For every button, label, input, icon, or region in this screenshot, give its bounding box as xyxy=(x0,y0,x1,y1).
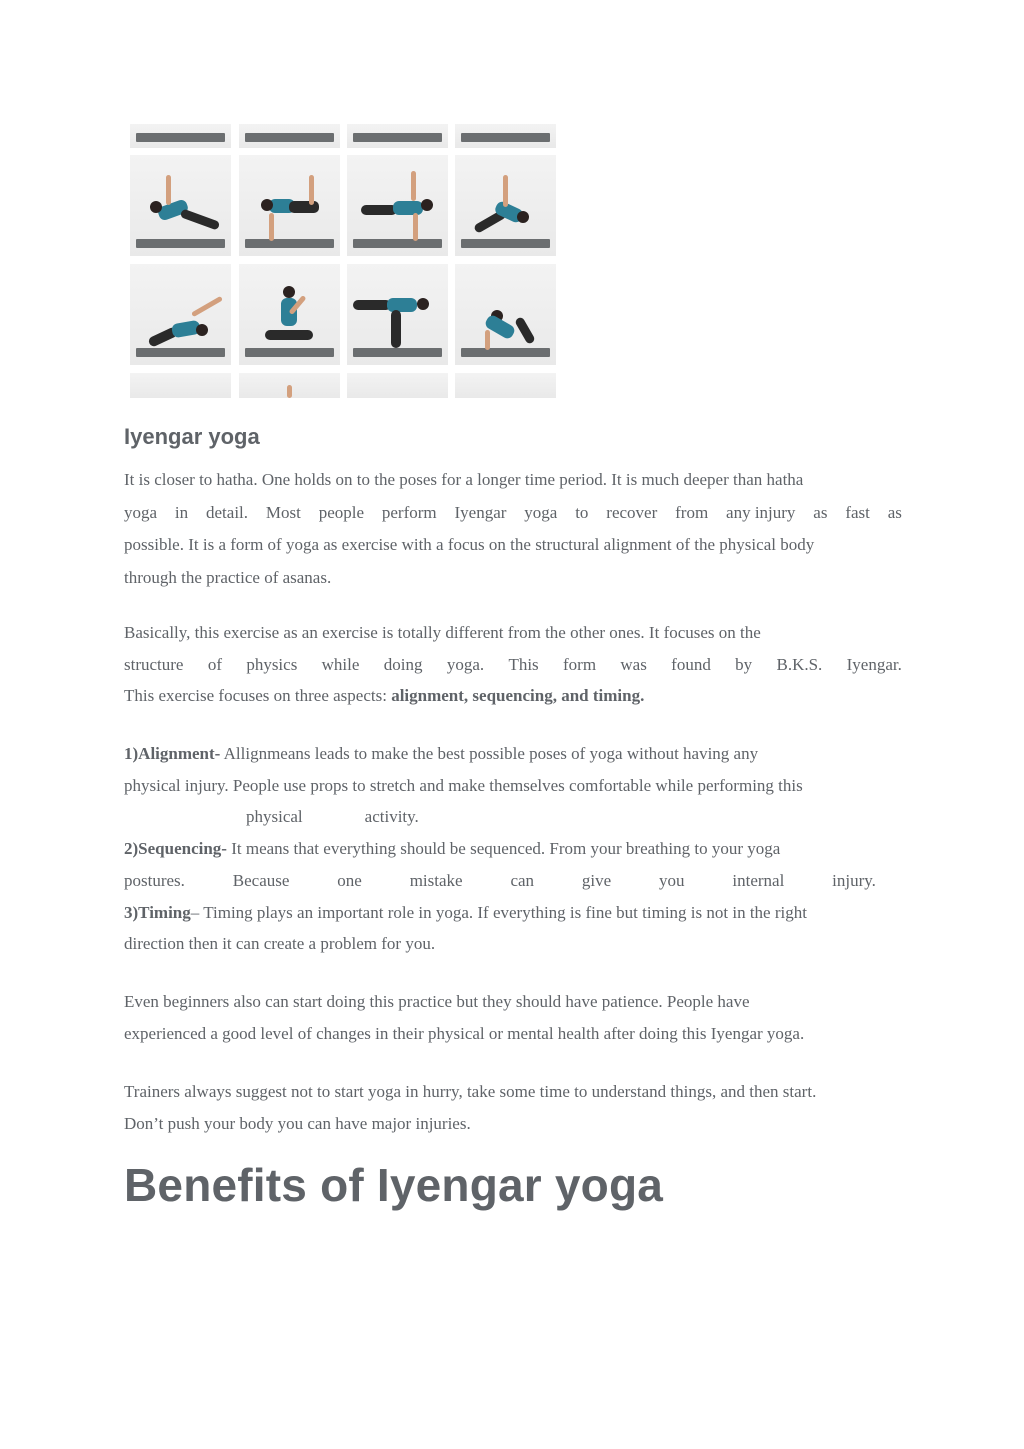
text-line: postures. Because one mistake can give you internal injury. xyxy=(124,870,876,890)
pose-photo xyxy=(455,373,556,398)
intro-paragraph xyxy=(124,464,902,594)
basically-paragraph xyxy=(124,617,902,712)
yoga-poses-photo-collage xyxy=(124,124,558,398)
aspects-list-bold: alignment, sequencing, and timing. xyxy=(391,686,645,705)
timing-label: 3)Timing xyxy=(124,902,191,922)
alignment-label: 1)Alignment- xyxy=(124,744,221,763)
pose-photo xyxy=(130,264,231,365)
text-line: 3)Timing– Timing plays an important role in yoga. If everything is fine but timing is not in the right xyxy=(124,902,807,922)
text-line: experienced a good level of changes in their physical or mental health after doing this Iyengar yoga. xyxy=(124,1023,805,1043)
pose-photo xyxy=(347,373,448,398)
pose-photo xyxy=(130,155,231,256)
sequencing-label: 2)Sequencing- xyxy=(124,839,227,859)
beginners-paragraph xyxy=(124,986,902,1049)
pose-photo xyxy=(130,373,231,398)
text-line: 2)Sequencing- It means that everything should be sequenced. From your breathing to your yoga xyxy=(124,839,781,859)
pose-photo xyxy=(239,124,340,148)
pose-photo xyxy=(347,124,448,148)
text-line: direction then it can create a problem for you. xyxy=(124,934,436,954)
benefits-heading: Benefits of Iyengar yoga xyxy=(124,1159,664,1211)
text-line: Trainers always suggest not to start yoga in hurry, take some time to understand things, and then start. xyxy=(124,1082,817,1101)
text-line: Don’t push your body you can have major injuries. xyxy=(124,1113,471,1133)
text-line: physical activity. xyxy=(246,807,419,827)
pose-photo xyxy=(130,124,231,148)
text-line: This exercise focuses on three aspects: alignment, sequencing, and timing. xyxy=(124,686,645,705)
pose-photo xyxy=(239,264,340,365)
text-line: structure of physics while doing yoga. This form was found by B.K.S. Iyengar. xyxy=(124,654,902,674)
trainers-paragraph xyxy=(124,1076,902,1139)
pose-photo xyxy=(455,264,556,365)
pose-photo xyxy=(455,124,556,148)
text-line: yoga in detail. Most people perform Iyengar yoga to recover from any injury as fast as xyxy=(124,502,902,522)
text-line: 1)Alignment- Allignmeans leads to make the best possible poses of yoga without having any xyxy=(124,744,759,763)
pose-photo xyxy=(347,155,448,256)
aspects-paragraph xyxy=(124,738,902,960)
pose-photo xyxy=(347,264,448,365)
text-line: Basically, this exercise as an exercise is totally different from the other ones. It focuses on the xyxy=(124,623,761,642)
text-line: physical injury. People use props to stretch and make themselves comfortable while performing this xyxy=(124,775,803,795)
text-line: possible. It is a form of yoga as exercise with a focus on the structural alignment of the physical body xyxy=(124,535,815,554)
pose-photo xyxy=(239,373,340,398)
section-heading: Iyengar yoga xyxy=(124,424,260,449)
text-line: Even beginners also can start doing this practice but they should have patience. People have xyxy=(124,992,750,1011)
pose-photo xyxy=(455,155,556,256)
text-line: It is closer to hatha. One holds on to the poses for a longer time period. It is much deeper than hatha xyxy=(124,470,804,489)
pose-photo xyxy=(239,155,340,256)
text-line: through the practice of asanas. xyxy=(124,567,332,587)
